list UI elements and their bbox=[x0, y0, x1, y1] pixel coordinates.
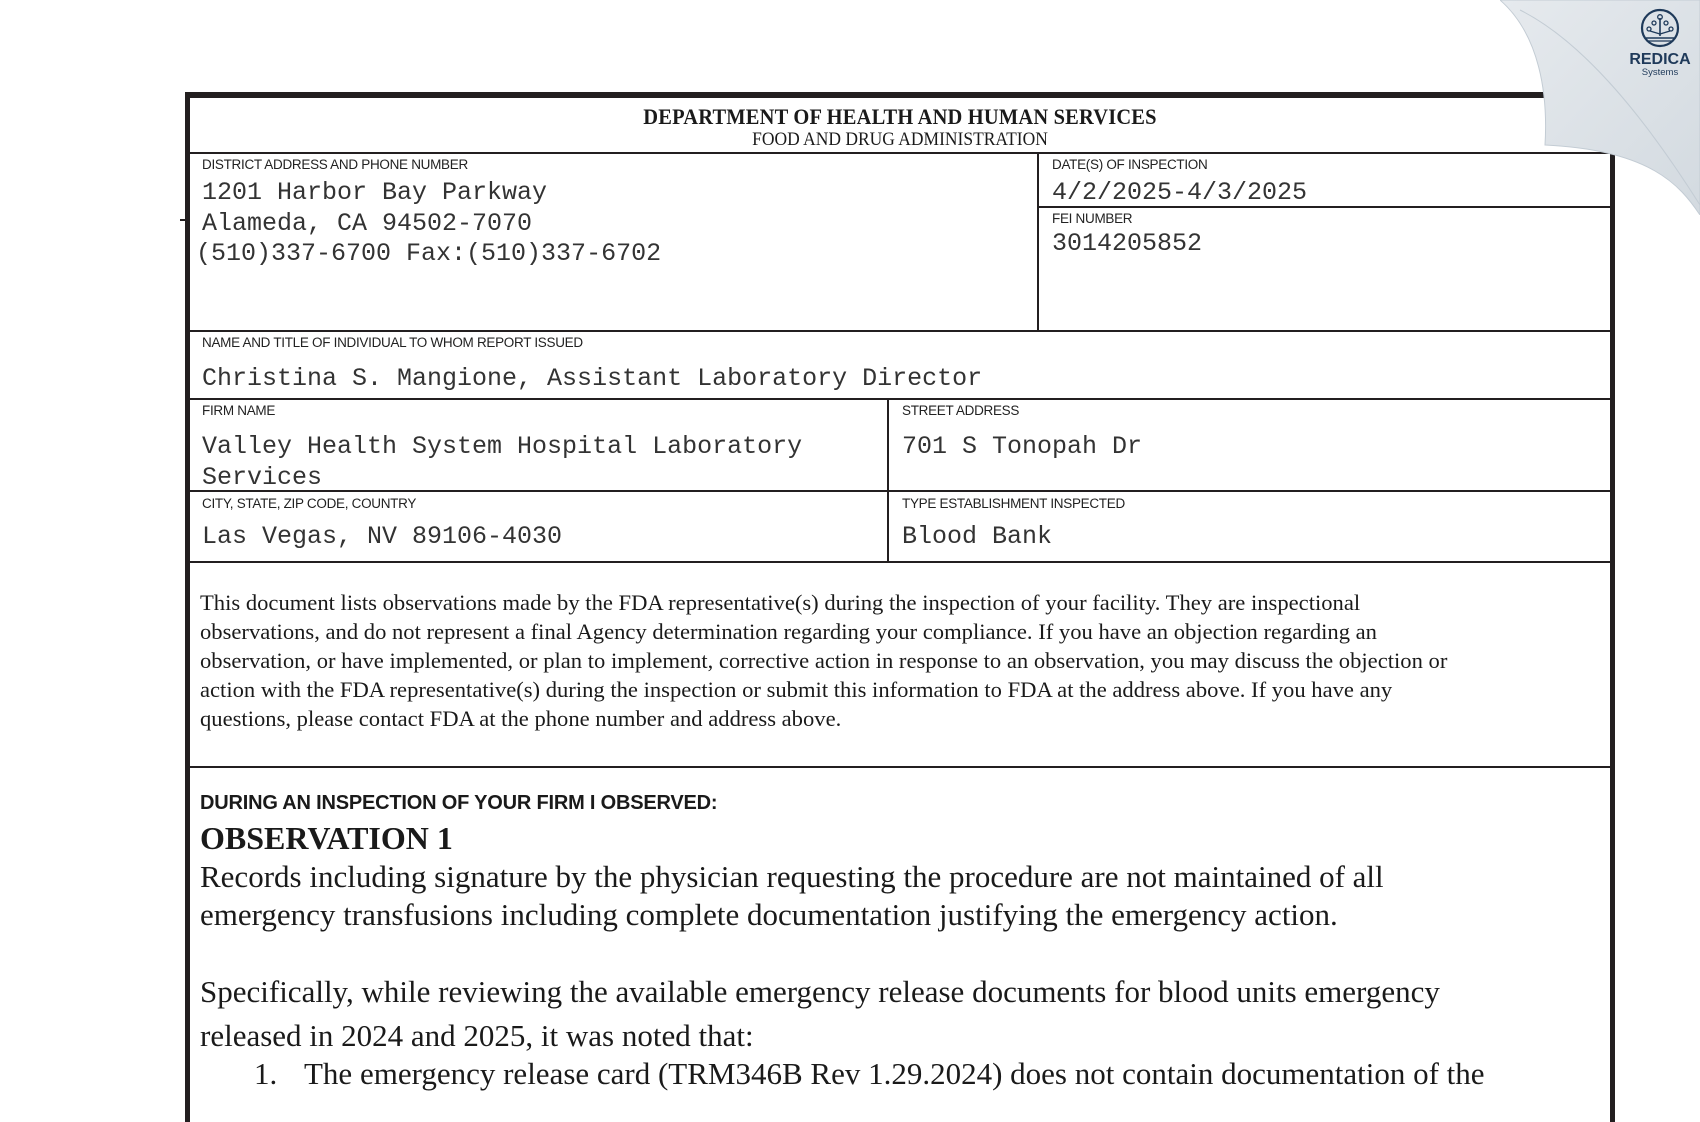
divider bbox=[190, 330, 1610, 332]
item-number: 1. bbox=[254, 1056, 278, 1091]
observation-specifics bbox=[200, 970, 1600, 1058]
divider bbox=[887, 398, 889, 562]
establishment-type-value: Blood Bank bbox=[902, 522, 1053, 551]
divider bbox=[190, 766, 1610, 768]
observation-statement bbox=[200, 858, 1600, 934]
observation-item bbox=[254, 1056, 1485, 1092]
divider bbox=[190, 490, 1610, 492]
form-483-frame bbox=[185, 92, 1615, 1122]
disclaimer-line: questions, please contact FDA at the phone number and address above. bbox=[200, 706, 842, 731]
redica-watermark bbox=[1500, 0, 1700, 215]
divider bbox=[190, 561, 1610, 563]
redica-brand: REDICA bbox=[1629, 51, 1691, 68]
item-text: The emergency release card (TRM346B Rev 1.29.2024) does not contain documentation of the bbox=[304, 1056, 1485, 1091]
redica-sub: Systems bbox=[1641, 67, 1679, 78]
district-address-label: DISTRICT ADDRESS AND PHONE NUMBER bbox=[202, 157, 468, 172]
district-phone-fax: (510)337-6700 Fax:(510)337-6702 bbox=[196, 239, 662, 268]
district-address-line1: 1201 Harbor Bay Parkway bbox=[202, 178, 548, 207]
disclaimer-line: action with the FDA representative(s) during the inspection or submit this information to FDA at the address above. If you have any bbox=[200, 677, 1393, 702]
firm-name-line1: Valley Health System Hospital Laboratory bbox=[202, 432, 803, 461]
fei-number-label: FEI NUMBER bbox=[1052, 211, 1133, 226]
divider bbox=[190, 152, 1610, 154]
observation-title: OBSERVATION 1 bbox=[200, 820, 453, 856]
city-state-zip-label: CITY, STATE, ZIP CODE, COUNTRY bbox=[202, 496, 417, 511]
agency-subtitle: FOOD AND DRUG ADMINISTRATION bbox=[752, 129, 1048, 150]
divider bbox=[1037, 152, 1039, 330]
establishment-type-label: TYPE ESTABLISHMENT INSPECTED bbox=[902, 496, 1125, 511]
city-state-zip-value: Las Vegas, NV 89106-4030 bbox=[202, 522, 563, 551]
recipient-value: Christina S. Mangione, Assistant Laboratory Director bbox=[202, 364, 983, 393]
specifics-line: Specifically, while reviewing the available emergency release documents for blood units emergency bbox=[200, 974, 1440, 1009]
divider bbox=[190, 398, 1610, 400]
margin-tick bbox=[180, 219, 186, 221]
firm-name-line2: Services bbox=[202, 463, 323, 492]
observations-lead: DURING AN INSPECTION OF YOUR FIRM I OBSERVED: bbox=[200, 792, 718, 814]
disclaimer-text bbox=[200, 588, 1600, 733]
firm-name-label: FIRM NAME bbox=[202, 403, 276, 418]
statement-line: emergency transfusions including complete documentation justifying the emergency action. bbox=[200, 897, 1338, 932]
statement-line: Records including signature by the physician requesting the procedure are not maintained of all bbox=[200, 859, 1384, 894]
district-address-line2: Alameda, CA 94502-7070 bbox=[202, 209, 533, 238]
disclaimer-line: observations, and do not represent a final Agency determination regarding your compliance. If you have an objection regarding an bbox=[200, 619, 1377, 644]
inspection-dates-label: DATE(S) OF INSPECTION bbox=[1052, 157, 1208, 172]
form-header bbox=[190, 104, 1610, 151]
department-title: DEPARTMENT OF HEALTH AND HUMAN SERVICES bbox=[643, 104, 1157, 129]
disclaimer-line: observation, or have implemented, or plan to implement, corrective action in response to an observation, you may discuss the objection or bbox=[200, 648, 1448, 673]
inspection-dates-value: 4/2/2025-4/3/2025 bbox=[1052, 178, 1308, 207]
fei-number-value: 3014205852 bbox=[1052, 229, 1203, 258]
specifics-line: released in 2024 and 2025, it was noted that: bbox=[200, 1018, 754, 1053]
recipient-label: NAME AND TITLE OF INDIVIDUAL TO WHOM REPORT ISSUED bbox=[202, 335, 583, 350]
street-address-label: STREET ADDRESS bbox=[902, 403, 1020, 418]
disclaimer-line: This document lists observations made by the FDA representative(s) during the inspection of your facility. They are inspectional bbox=[200, 590, 1361, 615]
street-address-value: 701 S Tonopah Dr bbox=[902, 432, 1143, 461]
